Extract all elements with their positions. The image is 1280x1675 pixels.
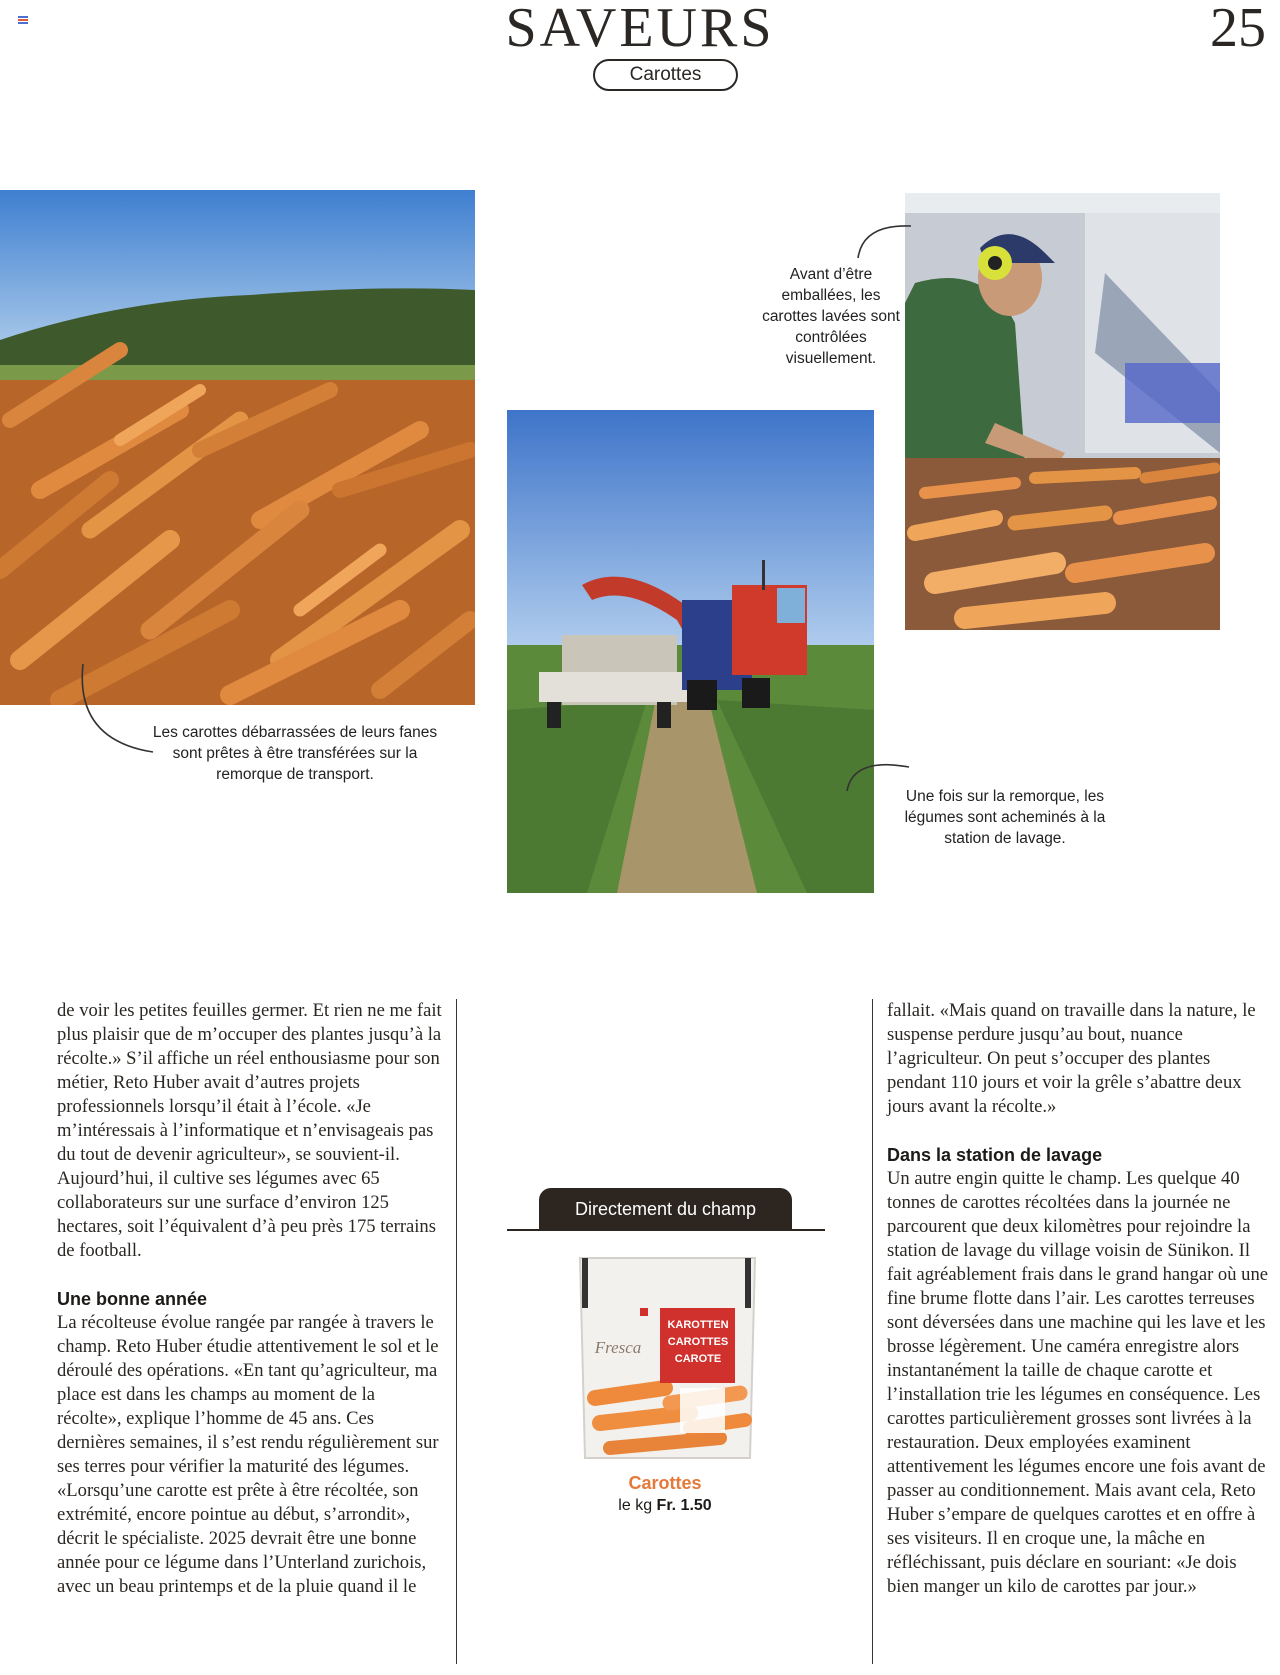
pack-label-line: CAROTTES — [667, 1336, 729, 1348]
product-box-tab: Directement du champ — [539, 1188, 792, 1230]
caption-trailer: Une fois sur la remorque, les légumes sont acheminés à la station de lavage. — [904, 788, 1106, 847]
carrot-pile-photo — [0, 190, 475, 705]
pack-brand: Fresca — [594, 1338, 642, 1357]
article-paragraph: fallait. «Mais quand on travaille dans la nature, le suspense perdure jusqu’au bout, nuance l’agriculteur. On peut s’occuper des plantes pendant 110 jours et voir la grêle s’abattre deux jours avant la récolte.» — [887, 1000, 1256, 1117]
article-column-right — [887, 999, 1272, 1599]
caption-visual-check: Avant d’être emballées, les carottes lavées sont contrôlées visuellement. — [762, 266, 900, 367]
section-rubric: SAVEURS — [505, 0, 775, 59]
product-price — [560, 1497, 770, 1515]
column-divider — [872, 999, 873, 1664]
article-paragraph: Un autre engin quitte le champ. Les quelque 40 tonnes de carottes récoltées dans la journée ne parcourent que deux kilomètres pour rejoindre la station de lavage du village voisin de Sünikon. Il fait agréablement frais dans le grand hangar où une fine brume flotte dans l’air. Les carottes terreuses sont déversées dans une machine qui les lave et les brosse légèrement. Une caméra enregistre alors instantanément la taille de chaque carotte et l’installation trie les légumes en conséquence. Les carottes particulièrement grosses sont livrées à la restauration. Deux employées examinent attentivement les légumes encore une fois avant de passer au conditionnement. Mais avant cela, Reto Huber s’empare de quelques carottes et en offre à ses visiteurs. Il en croque une, la mâche en réfléchissant, puis déclare en souriant: «Je dois bien manger un kilo de carottes par jour.» — [887, 1168, 1269, 1597]
caption-carrot-pile: Les carottes débarrassées de leurs fanes sont prêtes à être transférées sur la remorque de transport. — [152, 724, 438, 783]
article-paragraph: de voir les petites feuilles germer. Et rien ne me fait plus plaisir que de m’occuper des plantes jusqu’à la récolte.» S’il affiche un réel enthousiasme pour son métier, Reto Huber avait d’autres projets professionnels lorsqu’il était à l’école. «Je m’intéressais à l’informatique et n’envisageais pas du tout de devenir agriculteur», se souvient-il. Aujourd’hui, il cultive ses légumes avec 65 collaborateurs sur une surface d’environ 125 hectares, soit l’équivalent d’à peu près 175 terrains de football. — [57, 1000, 442, 1261]
product-price-value: Fr. 1.50 — [656, 1497, 712, 1514]
pack-label-line: CAROTE — [674, 1353, 722, 1365]
product-box-rule — [507, 1229, 825, 1231]
product-name: Carottes — [628, 1473, 702, 1493]
page-number: 25 — [1210, 0, 1266, 59]
article-column-left — [57, 999, 442, 1599]
worker-sorting-photo — [905, 193, 1220, 630]
carrot-package-image — [570, 1248, 765, 1463]
product-unit: le kg — [618, 1497, 653, 1514]
column-divider — [456, 999, 457, 1664]
caption-pointer-curve — [855, 220, 915, 262]
article-paragraph: La récolteuse évolue rangée par rangée à travers le champ. Reto Huber étudie attentivement le sol et le déroulé des opérations. «En tant qu’agriculteur, ma place est dans les champs au moment de la récolte», explique l’homme de 45 ans. Ces dernières semaines, il s’est rendu régulièrement sur ses terres pour vérifier la maturité des légumes. «Lorsqu’une carotte est prête à être récoltée, son extrémité, encore pointue au début, s’arrondit», décrit le spécialiste. 2025 devrait être une bonne année pour ce légume dans l’Unterland zurichois, avec un beau printemps et de la pluie quand il le — [57, 1312, 439, 1597]
subheading: Une bonne année — [57, 1289, 208, 1309]
caption-pointer-curve — [75, 660, 160, 760]
harvester-field-photo — [507, 410, 874, 893]
pack-label-line: KAROTTEN — [667, 1319, 729, 1331]
subheading: Dans la station de lavage — [887, 1145, 1103, 1165]
topic-pill: Carottes — [593, 59, 738, 91]
